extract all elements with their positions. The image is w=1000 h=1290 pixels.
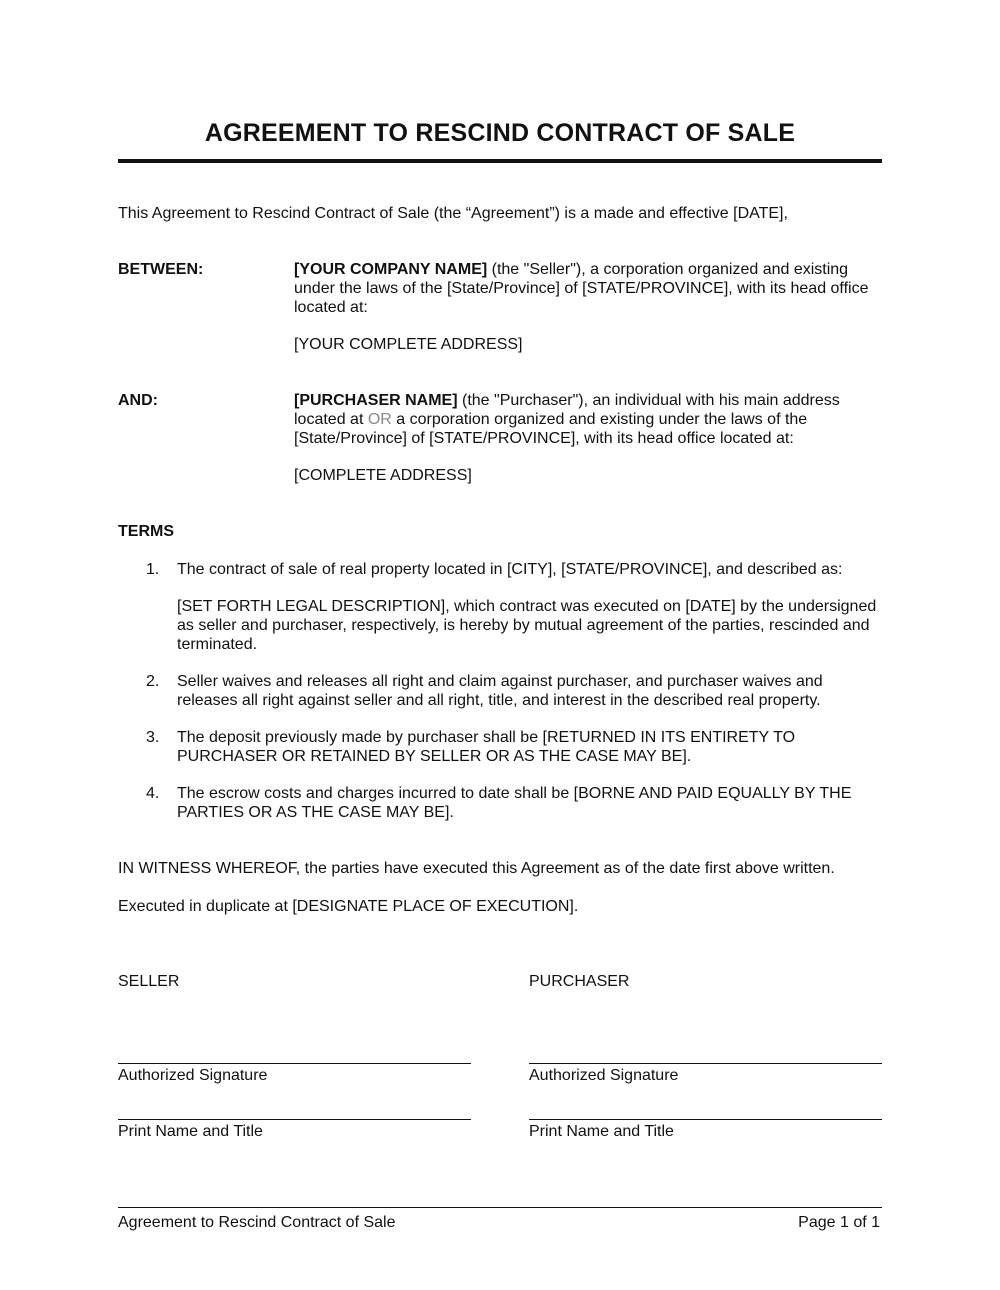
term-text: The deposit previously made by purchaser shall be [RETURNED IN ITS ENTIRETY TO PURCHASER OR RETAINED BY SELLER OR AS THE CASE MAY BE].	[177, 729, 796, 765]
seller-name-line	[118, 1119, 471, 1120]
term-text: The contract of sale of real property located in [CITY], [STATE/PROVINCE], and described as:	[177, 561, 843, 578]
seller-party-description: (the "Seller"), a corporation organized and existing under the laws of the [State/Province] of [STATE/PROVINCE], with its head office located at:	[294, 261, 869, 316]
seller-company-name: [YOUR COMPANY NAME]	[294, 261, 488, 278]
seller-signature-heading: SELLER	[118, 973, 180, 990]
term-number: 2.	[146, 673, 160, 690]
term-text: Seller waives and releases all right and claim against purchaser, and purchaser waives and releases all right against seller and all right, title, and interest in the described real property.	[177, 673, 823, 709]
purchaser-party-description-2: a corporation organized and existing under the laws of the [State/Province] of [STATE/PROVINCE], with its head office located at:	[294, 411, 808, 447]
footer-page-number: Page 1 of 1	[798, 1214, 880, 1231]
and-label: AND:	[118, 392, 158, 409]
terms-heading: TERMS	[118, 523, 174, 540]
seller-address: [YOUR COMPLETE ADDRESS]	[294, 336, 523, 353]
document-title: AGREEMENT TO RESCIND CONTRACT OF SALE	[204, 119, 796, 147]
footer-document-title: Agreement to Rescind Contract of Sale	[118, 1214, 396, 1231]
purchaser-name: [PURCHASER NAME]	[294, 392, 458, 409]
seller-party-paragraph	[294, 260, 884, 317]
purchaser-signature-heading: PURCHASER	[529, 973, 630, 990]
term-number: 1.	[146, 561, 160, 578]
purchaser-signature-line	[529, 1063, 882, 1064]
term-number: 4.	[146, 785, 160, 802]
seller-name-label: Print Name and Title	[118, 1123, 263, 1140]
purchaser-name-line	[529, 1119, 882, 1120]
term-text: The escrow costs and charges incurred to date shall be [BORNE AND PAID EQUALLY BY THE PARTIES OR AS THE CASE MAY BE].	[177, 785, 852, 821]
term-subtext: [SET FORTH LEGAL DESCRIPTION], which contract was executed on [DATE] by the undersigned as seller and purchaser, respectively, is hereby by mutual agreement of the parties, rescinded and terminated.	[177, 598, 877, 653]
purchaser-address: [COMPLETE ADDRESS]	[294, 467, 472, 484]
purchaser-party-description-1: (the "Purchaser"), an individual with his main address located at	[294, 392, 840, 428]
footer-rule	[118, 1207, 882, 1208]
purchaser-signature-label: Authorized Signature	[529, 1067, 679, 1084]
term-number: 3.	[146, 729, 160, 746]
witness-paragraph: IN WITNESS WHEREOF, the parties have executed this Agreement as of the date first above written.	[118, 860, 835, 877]
or-text: OR	[367, 411, 392, 428]
intro-paragraph: This Agreement to Rescind Contract of Sale (the “Agreement”) is a made and effective [DATE],	[118, 205, 788, 222]
executed-paragraph: Executed in duplicate at [DESIGNATE PLACE OF EXECUTION].	[118, 898, 579, 915]
purchaser-party-paragraph	[294, 391, 884, 448]
between-label: BETWEEN:	[118, 261, 204, 278]
seller-signature-line	[118, 1063, 471, 1064]
purchaser-name-label: Print Name and Title	[529, 1123, 674, 1140]
title-rule	[118, 159, 882, 163]
seller-signature-label: Authorized Signature	[118, 1067, 268, 1084]
